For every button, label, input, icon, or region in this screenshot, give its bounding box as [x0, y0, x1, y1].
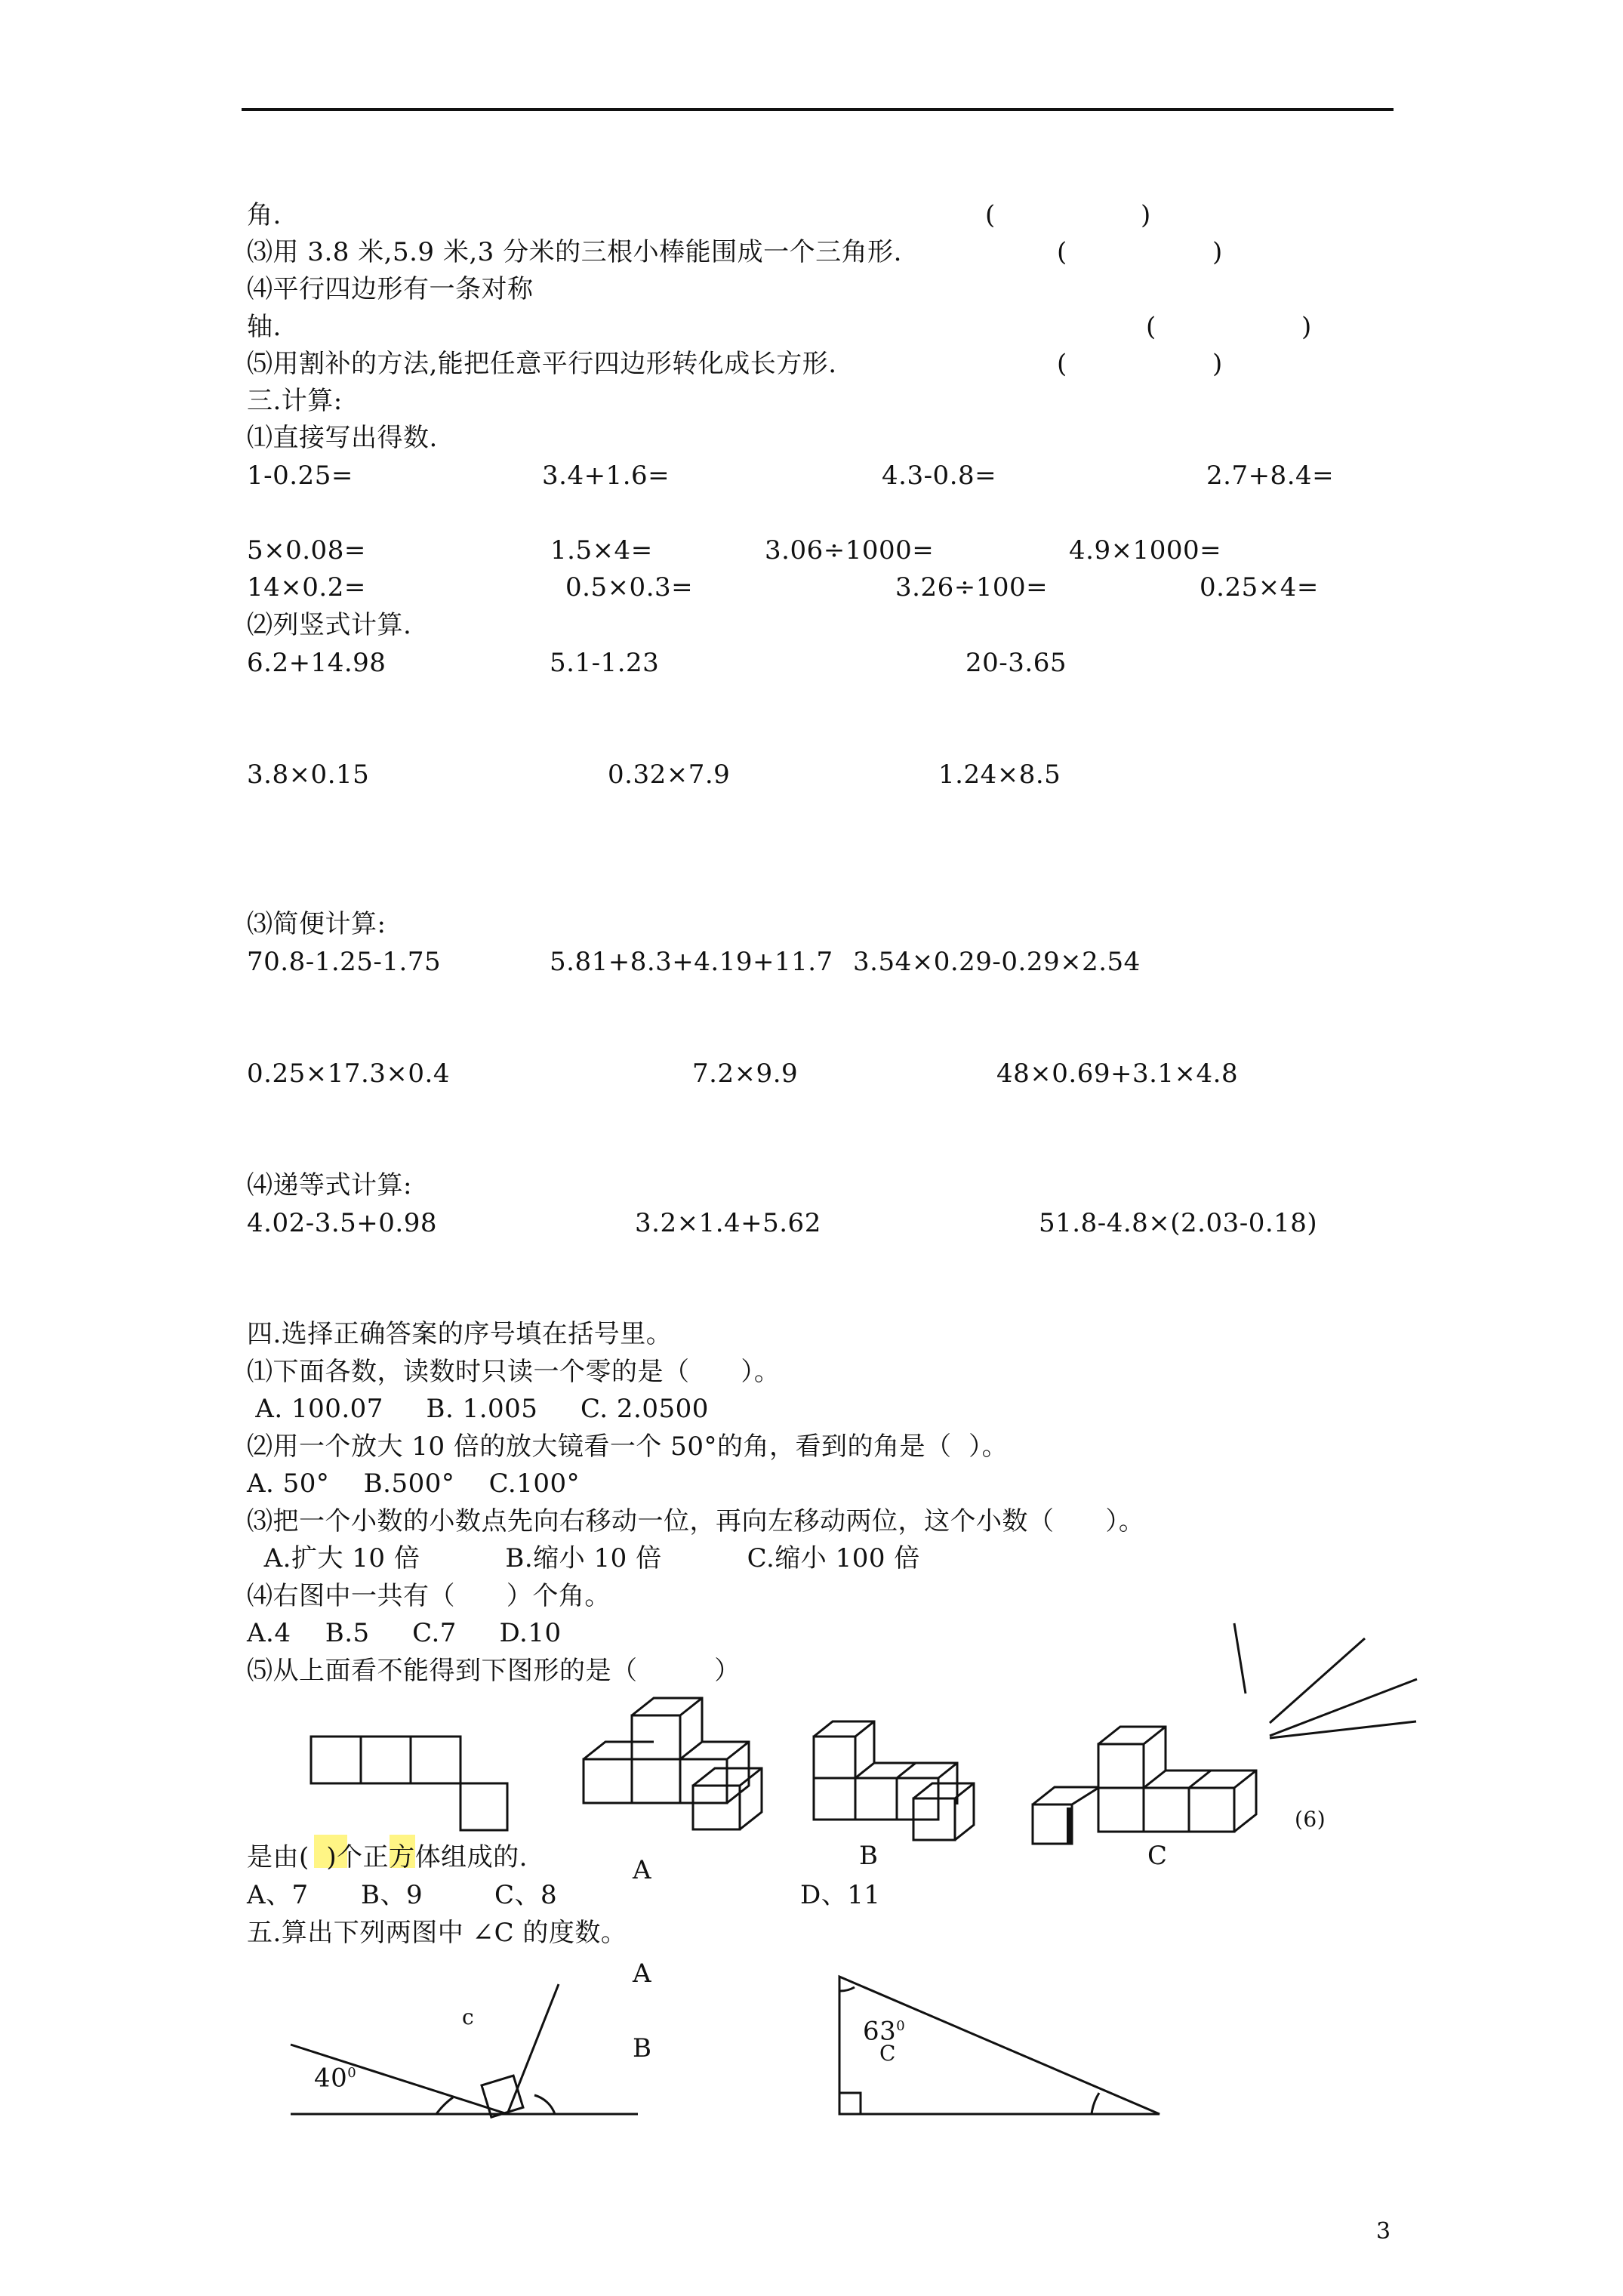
simple-r2c3: 48×0.69+3.1×4.8 — [996, 1059, 1239, 1089]
choice-q1-options: A. 100.07 B. 1.005 C. 2.0500 — [247, 1394, 709, 1424]
vertical-r1c3: 20-3.65 — [965, 648, 1067, 678]
simple-r2c1: 0.25×17.3×0.4 — [247, 1059, 450, 1089]
label-c: C — [1147, 1841, 1168, 1871]
step-r1c2: 3.2×1.4+5.62 — [635, 1208, 821, 1238]
vertical-r2c3: 1.24×8.5 — [938, 760, 1061, 790]
cube-figure-b — [814, 1721, 974, 1840]
angles-heading: 五.算出下列两图中 ∠C 的度数。 — [247, 1918, 627, 1948]
simple-r1c3: 3.54×0.29-0.29×2.54 — [853, 947, 1141, 977]
simple-r2c2: 7.2×9.9 — [692, 1059, 799, 1089]
direct-r1c4: 2.7+8.4= — [1206, 461, 1335, 491]
choice-q3-options: A.扩大 10 倍 B.缩小 10 倍 C.缩小 100 倍 — [247, 1543, 920, 1573]
direct-r3c3: 3.26÷100= — [895, 572, 1049, 603]
vertical-r2c2: 0.32×7.9 — [608, 760, 731, 790]
page-number: 3 — [1376, 2218, 1391, 2245]
judge-q2-tail: 角. — [247, 200, 282, 230]
choice-q1: ⑴下面各数，读数时只读一个零的是（ ）。 — [247, 1357, 781, 1387]
choice-q6-opt-a: A、7 — [247, 1880, 309, 1910]
fig2-angle-label: $63^0$ — [863, 2016, 906, 2047]
judge-q4a: ⑷平行四边形有一条对称 — [247, 274, 534, 304]
fig2-c-label: C — [879, 2041, 896, 2066]
choice-q2: ⑵用一个放大 10 倍的放大镜看一个 50°的角，看到的角是（ ）。 — [247, 1432, 1009, 1462]
cube-figure-a — [584, 1698, 762, 1829]
vertical-r1c2: 5.1-1.23 — [550, 648, 660, 678]
simple-title: ⑶简便计算: — [247, 909, 387, 939]
label-6: (6) — [1295, 1807, 1326, 1832]
direct-r3c2: 0.5×0.3= — [565, 572, 694, 603]
judge-q5: ⑸用割补的方法,能把任意平行四边形转化成长方形. — [247, 349, 837, 379]
angles-label-a: A — [633, 1959, 652, 1989]
cube-figure-c — [1033, 1727, 1256, 1844]
angle-figure-1 — [291, 1984, 638, 2117]
label-b: B — [859, 1841, 879, 1871]
label-a: A — [633, 1855, 652, 1885]
step-r1c3: 51.8-4.8×(2.03-0.18) — [1039, 1208, 1318, 1238]
angles-label-b: B — [633, 2033, 652, 2063]
vertical-r2c1: 3.8×0.15 — [247, 760, 370, 790]
direct-r2c2: 1.5×4= — [550, 535, 653, 566]
direct-r2c3: 3.06÷1000= — [765, 535, 935, 566]
choice-q3: ⑶把一个小数的小数点先向右移动一位，再向左移动两位，这个小数（ ）。 — [247, 1506, 1145, 1536]
choice-q2-options: A. 50° B.500° C.100° — [247, 1469, 581, 1499]
direct-r2c4: 4.9×1000= — [1069, 535, 1222, 566]
top-view-shape — [311, 1737, 507, 1830]
choice-q6: 是由( )个正方体组成的. — [247, 1842, 528, 1872]
fig1-c-label: c — [462, 2005, 475, 2029]
choice-q5: ⑸从上面看不能得到下图形的是（ ） — [247, 1656, 741, 1686]
judge-q4b: 轴. — [247, 312, 282, 342]
simple-r1c1: 70.8-1.25-1.75 — [247, 947, 442, 977]
direct-r2c1: 5×0.08= — [247, 535, 366, 566]
choice-q6-opt-d: D、11 — [800, 1880, 881, 1910]
step-title: ⑷递等式计算: — [247, 1170, 412, 1200]
choice-heading: 四.选择正确答案的序号填在括号里。 — [247, 1319, 673, 1349]
judge-q2-paren[interactable]: ( ) — [985, 200, 1151, 230]
rays-figure — [1234, 1623, 1417, 1738]
step-r1c1: 4.02-3.5+0.98 — [247, 1208, 437, 1238]
simple-r1c2: 5.81+8.3+4.19+11.7 — [550, 947, 833, 977]
fig1-angle-label: $40^0$ — [314, 2063, 357, 2094]
direct-r1c2: 3.4+1.6= — [542, 461, 670, 491]
direct-title: ⑴直接写出得数. — [247, 423, 438, 453]
choice-q6-opt-c: C、8 — [494, 1880, 558, 1910]
right-triangle-figure — [839, 1977, 1160, 2114]
judge-q3: ⑶用 3.8 米,5.9 米,3 分米的三根小棒能围成一个三角形. — [247, 237, 902, 267]
vertical-r1c1: 6.2+14.98 — [247, 648, 387, 678]
judge-q4-paren[interactable]: ( ) — [1146, 312, 1312, 342]
direct-r1c1: 1-0.25= — [247, 461, 353, 491]
choice-q6-opt-b: B、9 — [361, 1880, 423, 1910]
direct-r3c1: 14×0.2= — [247, 572, 366, 603]
direct-r1c3: 4.3-0.8= — [882, 461, 997, 491]
choice-q4: ⑷右图中一共有（ ）个角。 — [247, 1581, 611, 1611]
vertical-title: ⑵列竖式计算. — [247, 610, 412, 640]
judge-q5-paren[interactable]: ( ) — [1057, 349, 1223, 379]
calc-heading: 三.计算: — [247, 386, 343, 416]
choice-q4-options: A.4 B.5 C.7 D.10 — [247, 1618, 562, 1648]
judge-q3-paren[interactable]: ( ) — [1057, 237, 1223, 267]
direct-r3c4: 0.25×4= — [1200, 572, 1319, 603]
